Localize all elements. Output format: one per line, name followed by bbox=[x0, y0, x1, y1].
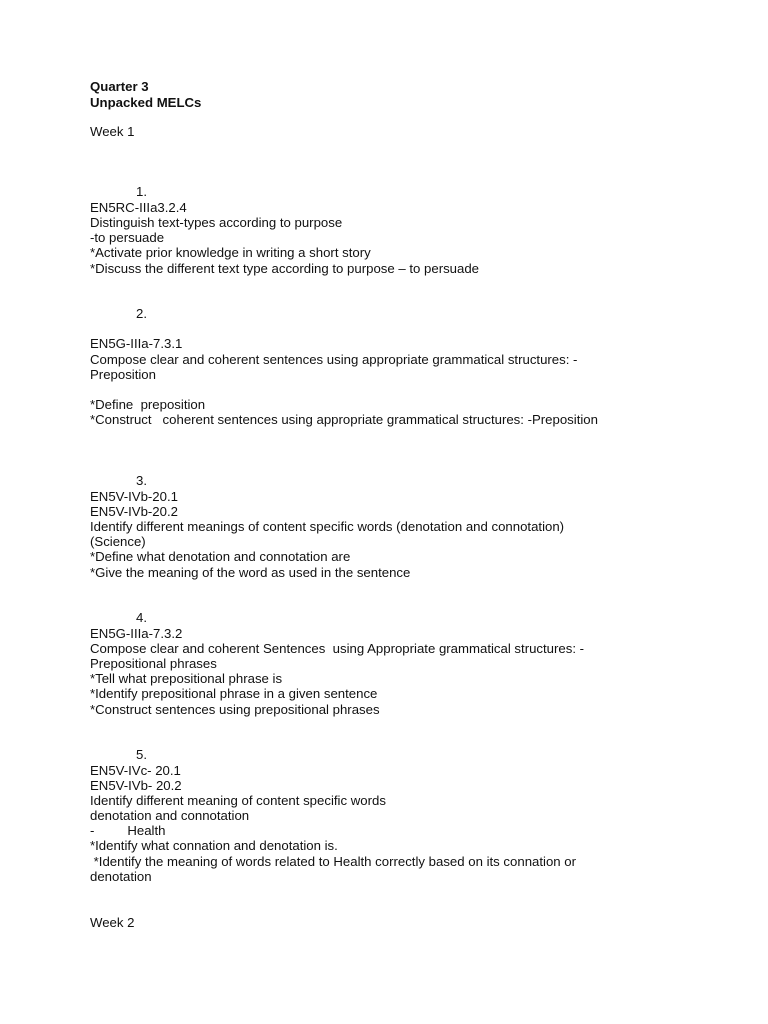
melc-objective: *Activate prior knowledge in writing a short story bbox=[90, 245, 371, 260]
melc-code: EN5V-IVb- 20.2 bbox=[90, 778, 182, 793]
melc-text: Identify different meanings of content specific words (denotation and connotation) bbox=[90, 519, 565, 534]
melc-text: Compose clear and coherent sentences using appropriate grammatical structures: - bbox=[90, 352, 578, 367]
melc-objective: *Identify what connation and denotation is. bbox=[90, 838, 338, 853]
document-subtitle: Unpacked MELCs bbox=[90, 95, 202, 110]
melc-text: Identify different meaning of content specific words bbox=[90, 793, 386, 808]
item-number: 2. bbox=[136, 306, 147, 321]
melc-code: EN5V-IVb-20.1 bbox=[90, 489, 178, 504]
melc-text: -to persuade bbox=[90, 230, 165, 245]
item-number: 3. bbox=[136, 473, 147, 488]
melc-objective: *Construct coherent sentences using appropriate grammatical structures: -Preposition bbox=[90, 412, 598, 427]
melc-text: Prepositional phrases bbox=[90, 656, 217, 671]
item-number: 4. bbox=[136, 610, 147, 625]
quarter-title: Quarter 3 bbox=[90, 79, 149, 94]
melc-text: denotation and connotation bbox=[90, 808, 250, 823]
melc-code: EN5G-IIIa-7.3.2 bbox=[90, 626, 183, 641]
melc-objective: *Identify prepositional phrase in a given sentence bbox=[90, 686, 378, 701]
melc-text: Distinguish text-types according to purpose bbox=[90, 215, 343, 230]
melc-text: (Science) bbox=[90, 534, 146, 549]
week-heading: Week 1 bbox=[90, 124, 135, 139]
item-number: 1. bbox=[136, 184, 147, 199]
melc-objective: *Construct sentences using prepositional phrases bbox=[90, 702, 380, 717]
melc-objective: *Define what denotation and connotation are bbox=[90, 549, 351, 564]
melc-objective: *Discuss the different text type according to purpose – to persuade bbox=[90, 261, 480, 276]
melc-code: EN5RC-IIIa3.2.4 bbox=[90, 200, 187, 215]
melc-objective: denotation bbox=[90, 869, 152, 884]
melc-text: - Health bbox=[90, 823, 166, 838]
melc-text: Compose clear and coherent Sentences using Appropriate grammatical structures: - bbox=[90, 641, 585, 656]
melc-code: EN5G-IIIa-7.3.1 bbox=[90, 336, 183, 351]
melc-text: Preposition bbox=[90, 367, 156, 382]
melc-code: EN5V-IVb-20.2 bbox=[90, 504, 178, 519]
item-number: 5. bbox=[136, 747, 147, 762]
melc-objective: *Give the meaning of the word as used in the sentence bbox=[90, 565, 411, 580]
week-heading: Week 2 bbox=[90, 915, 135, 930]
melc-objective: *Identify the meaning of words related to Health correctly based on its connation or bbox=[90, 854, 577, 869]
melc-objective: *Define preposition bbox=[90, 397, 206, 412]
melc-objective: *Tell what prepositional phrase is bbox=[90, 671, 283, 686]
melc-code: EN5V-IVc- 20.1 bbox=[90, 763, 181, 778]
